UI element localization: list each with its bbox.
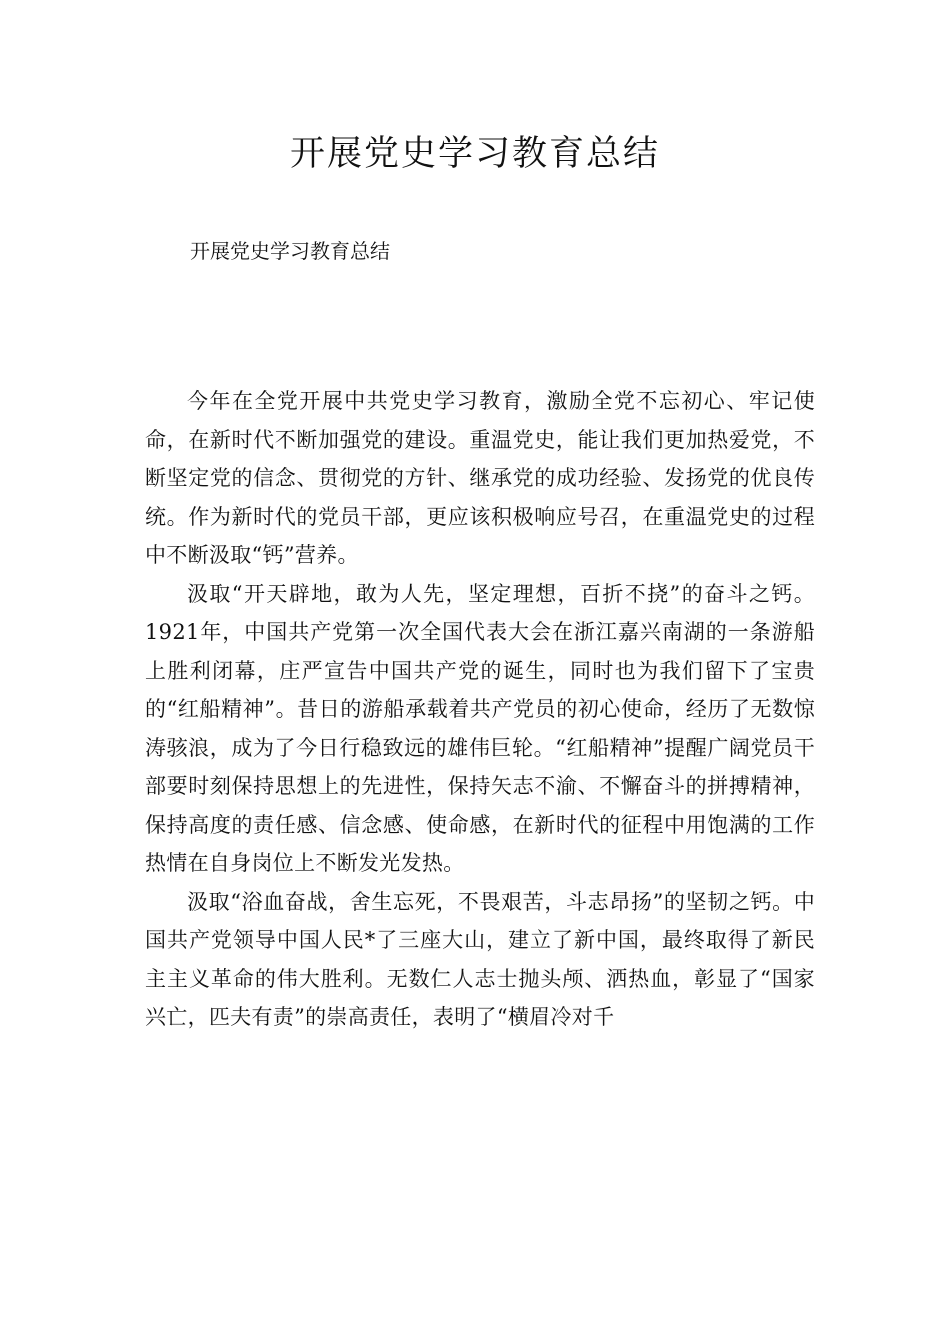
paragraph-intro: 今年在全党开展中共党史学习教育，激励全党不忘初心、牢记使命，在新时代不断加强党的建设。重温党史，能让我们更加热爱党，不断坚定党的信念、贯彻党的方针、继承党的成功经验、发扬党的优良传统。作为新时代的党员干部，更应该积极响应号召，在重温党史的过程中不断汲取“钙”营养。 (145, 389, 815, 567)
page-title: 开展党史学习教育总结 (289, 134, 660, 174)
document-body (145, 382, 815, 1037)
paragraph-tenacity: 汲取“浴血奋战，舍生忘死，不畏艰苦，斗志昂扬”的坚韧之钙。中国共产党领导中国人民*了三座大山，建立了新中国，最终取得了新民主主义革命的伟大胜利。无数仁人志士抛头颅、洒热血，彰显了“国家兴亡，匹夫有责”的崇高责任，表明了“横眉冷对千 (145, 889, 815, 1029)
paragraph-struggle: 汲取“开天辟地，敢为人先，坚定理想，百折不挠”的奋斗之钙。1921年，中国共产党第一次全国代表大会在浙江嘉兴南湖的一条游船上胜利闭幕，庄严宣告中国共产党的诞生，同时也为我们留下了宝贵的“红船精神”。昔日的游船承载着共产党员的初心使命，经历了无数惊涛骇浪，成为了今日行稳致远的雄伟巨轮。“红船精神”提醒广阔党员干部要时刻保持思想上的先进性，保持矢志不渝、不懈奋斗的拼搏精神，保持高度的责任感、信念感、使命感，在新时代的征程中用饱满的工作热情在自身岗位上不断发光发热。 (145, 581, 815, 875)
document-subtitle: 开展党史学习教育总结 (190, 239, 390, 263)
